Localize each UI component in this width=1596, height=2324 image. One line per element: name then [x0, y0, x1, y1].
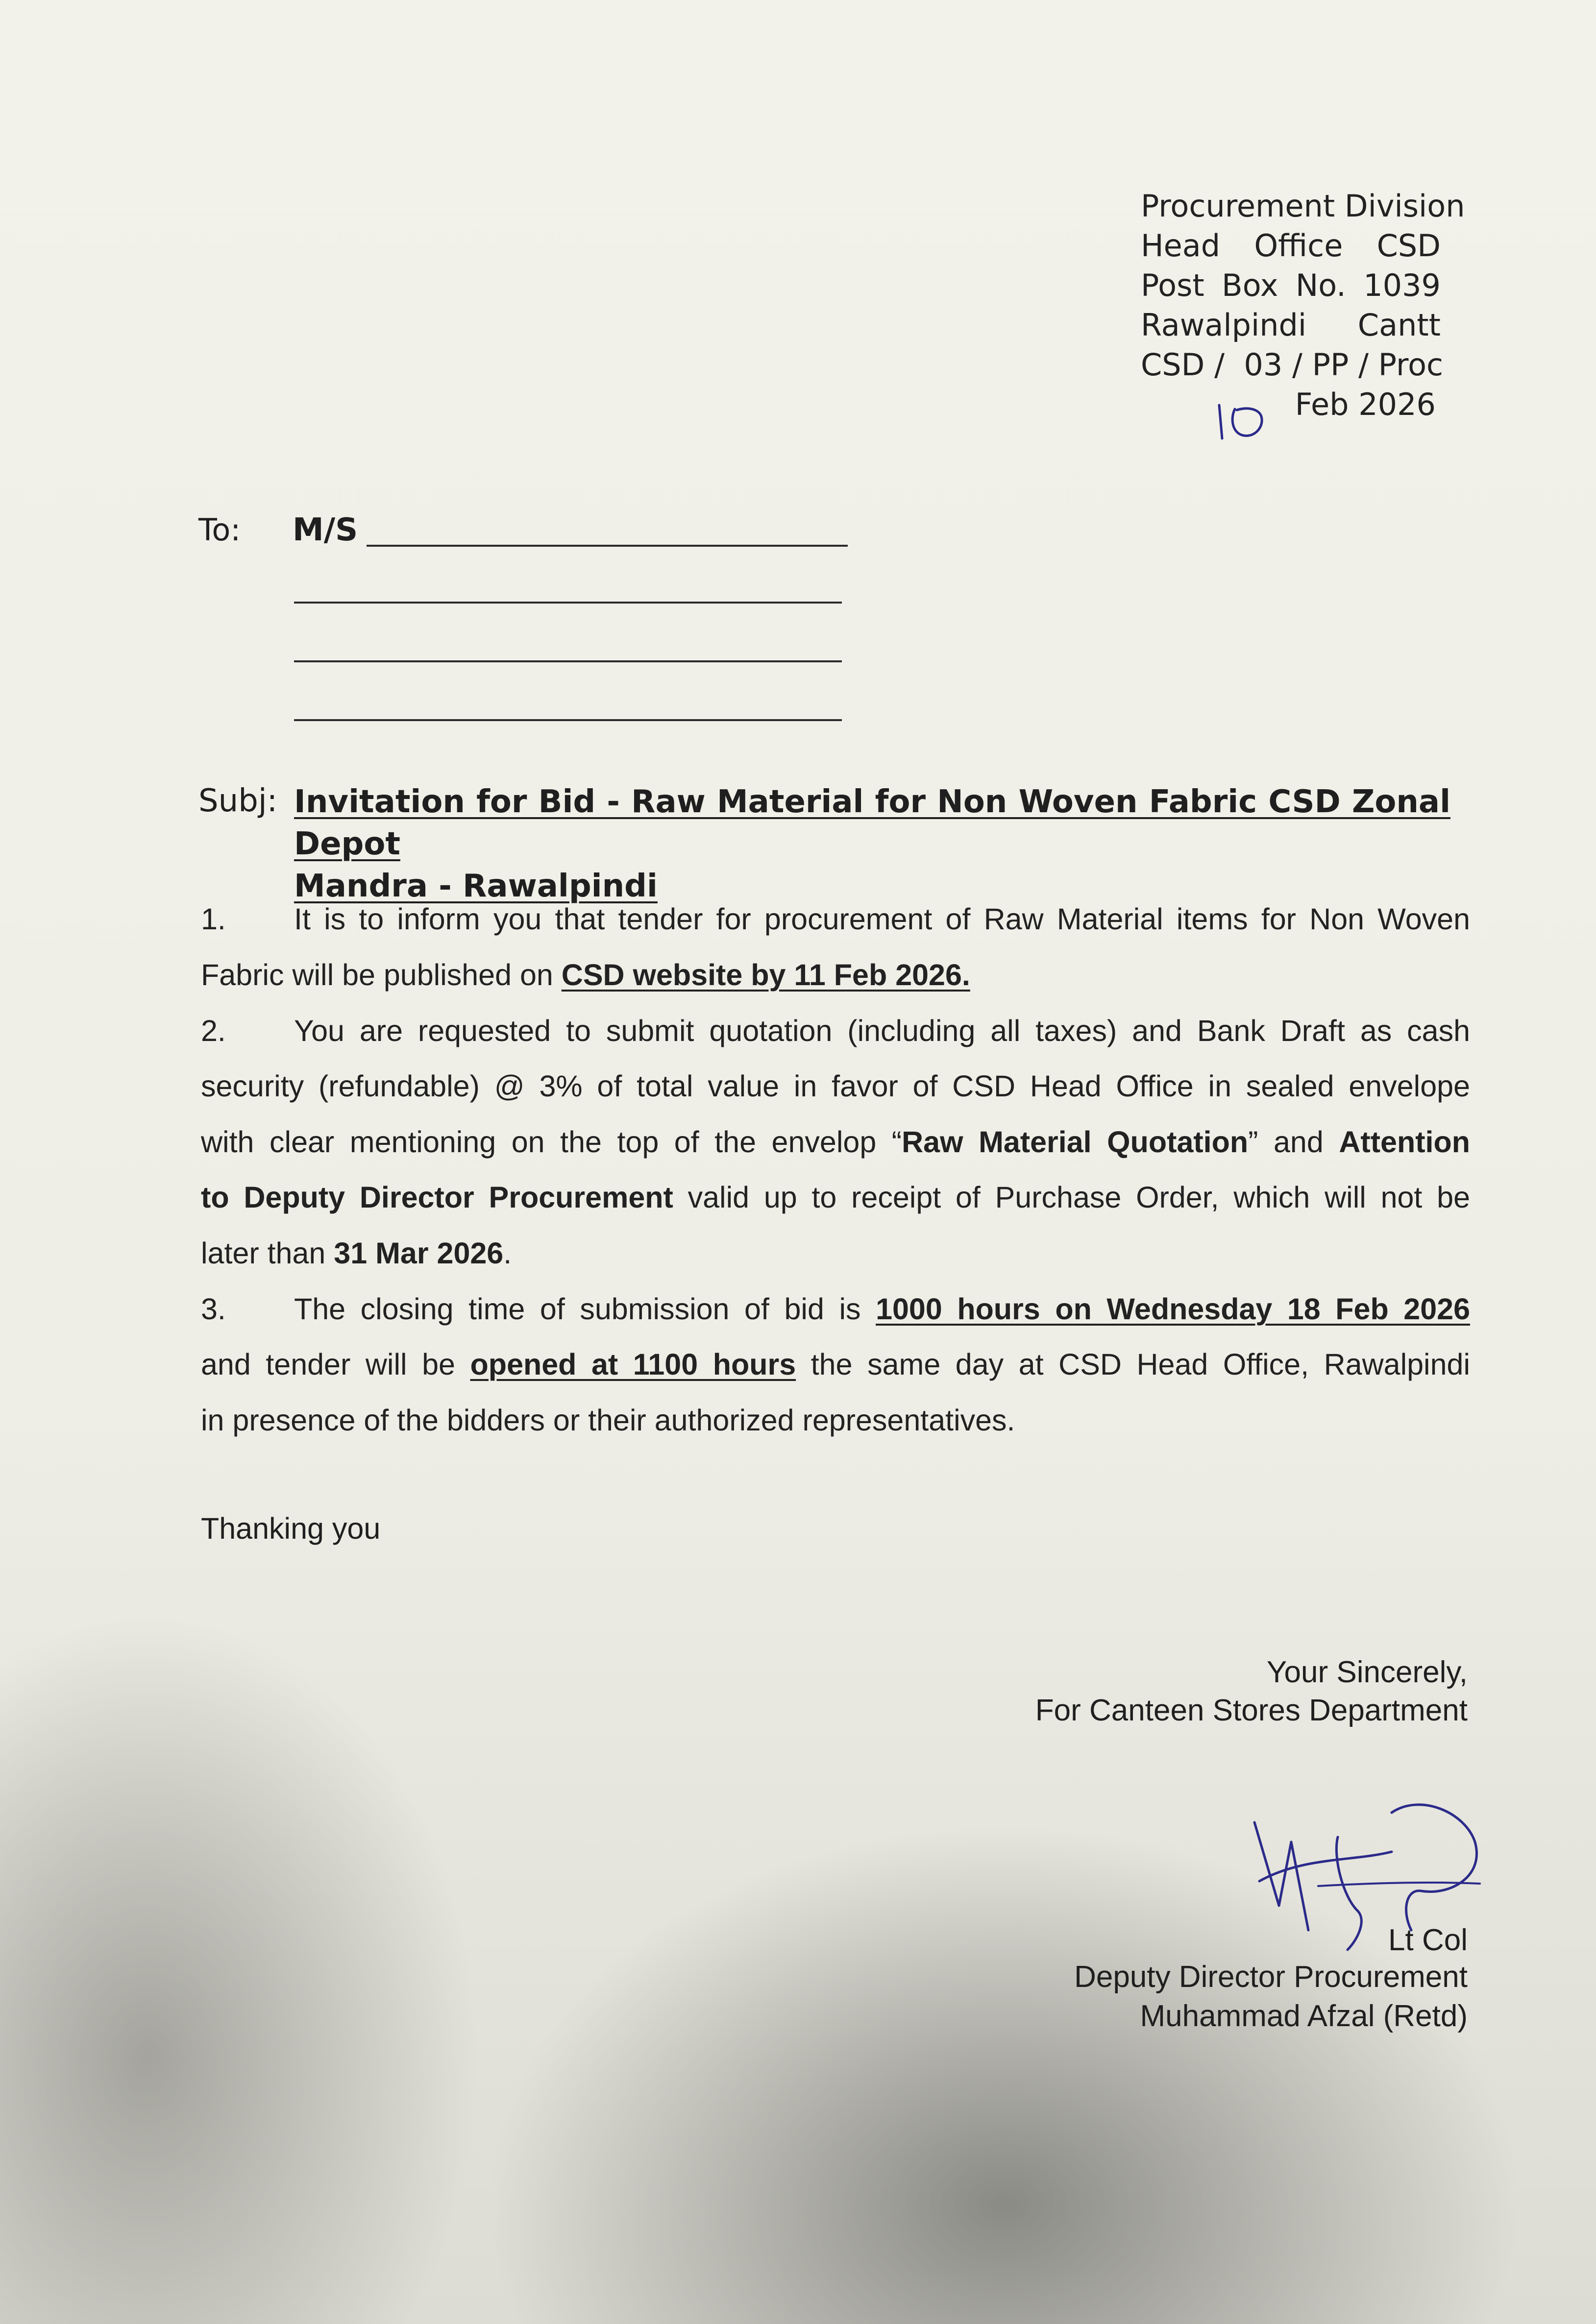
para-3-number: 3.	[201, 1292, 226, 1326]
para-2-line-2: security (refundable) @ 3% of total value in favor of CSD Head Office in sealed envelope	[201, 1069, 1470, 1103]
signature-block	[1074, 1958, 1468, 2036]
website-date: CSD website by 11 Feb 2026.	[561, 958, 970, 992]
reference-number: CSD / 03 / PP / Proc	[1141, 347, 1444, 383]
para-2-line-5: later than 31 Mar 2026.	[201, 1236, 512, 1270]
recipient-address-line-3	[294, 719, 842, 721]
para-2-line-1: 2. You are requested to submit quotation (including all taxes) and Bank Draft as cash	[201, 1003, 1470, 1059]
sender-address	[1141, 186, 1465, 424]
para-3-line-3: in presence of the bidders or their authorized representatives.	[201, 1404, 1015, 1437]
ms-label: M/S	[293, 512, 358, 548]
para-2-line-3: with clear mentioning on the top of the envelop “Raw Material Quotation” and Attention	[201, 1125, 1470, 1159]
para-3-line-2: and tender will be opened at 1100 hours the same day at CSD Head Office, Rawalpindi	[201, 1348, 1470, 1381]
closing-block	[1035, 1653, 1468, 1730]
para-3-line-1: 3. The closing time of submission of bid is 1000 hours on Wednesday 18 Feb 2026	[201, 1282, 1470, 1337]
opening-time: opened at 1100 hours	[470, 1348, 796, 1381]
subject-heading	[294, 781, 1450, 907]
handwritten-day	[1215, 399, 1269, 443]
subject-line-2: Mandra - Rawalpindi	[294, 868, 658, 904]
signatory-designation: Deputy Director Procurement	[1074, 1960, 1468, 1994]
recipient-address-line-1	[294, 602, 842, 604]
thanking-line: Thanking you	[201, 1512, 381, 1545]
address-line-city: Rawalpindi Cantt	[1141, 307, 1441, 343]
closing-organization: For Canteen Stores Department	[1035, 1694, 1468, 1727]
letter-date: Feb 2026	[1295, 387, 1436, 422]
signatory-name: Muhammad Afzal (Retd)	[1140, 1999, 1468, 2033]
address-line-postbox: Post Box No. 1039	[1141, 267, 1441, 303]
para-2-line-4: to Deputy Director Procurement valid up to receipt of Purchase Order, which will not be	[201, 1181, 1471, 1214]
closing-salutation: Your Sincerely,	[1266, 1655, 1468, 1689]
subject-label: Subj:	[198, 783, 278, 819]
address-line-division: Procurement Division	[1141, 188, 1465, 224]
para-1-line-2: Fabric will be published on CSD website by 11 Feb 2026.	[201, 958, 970, 992]
recipient-name-line	[367, 545, 848, 547]
para-1-number: 1.	[201, 902, 226, 936]
subject-line-1: Invitation for Bid - Raw Material for Non Woven Fabric CSD Zonal Depot	[294, 784, 1450, 862]
para-1-line-1: 1. It is to inform you that tender for procurement of Raw Material items for Non Woven	[201, 892, 1470, 947]
signatory-rank: Lt Col	[1388, 1923, 1468, 1957]
closing-time: 1000 hours on Wednesday 18 Feb 2026	[876, 1292, 1470, 1326]
recipient-address-line-2	[294, 660, 842, 662]
to-label: To:	[198, 512, 241, 548]
address-line-office: Head Office CSD	[1141, 228, 1441, 264]
para-2-number: 2.	[201, 1014, 226, 1047]
